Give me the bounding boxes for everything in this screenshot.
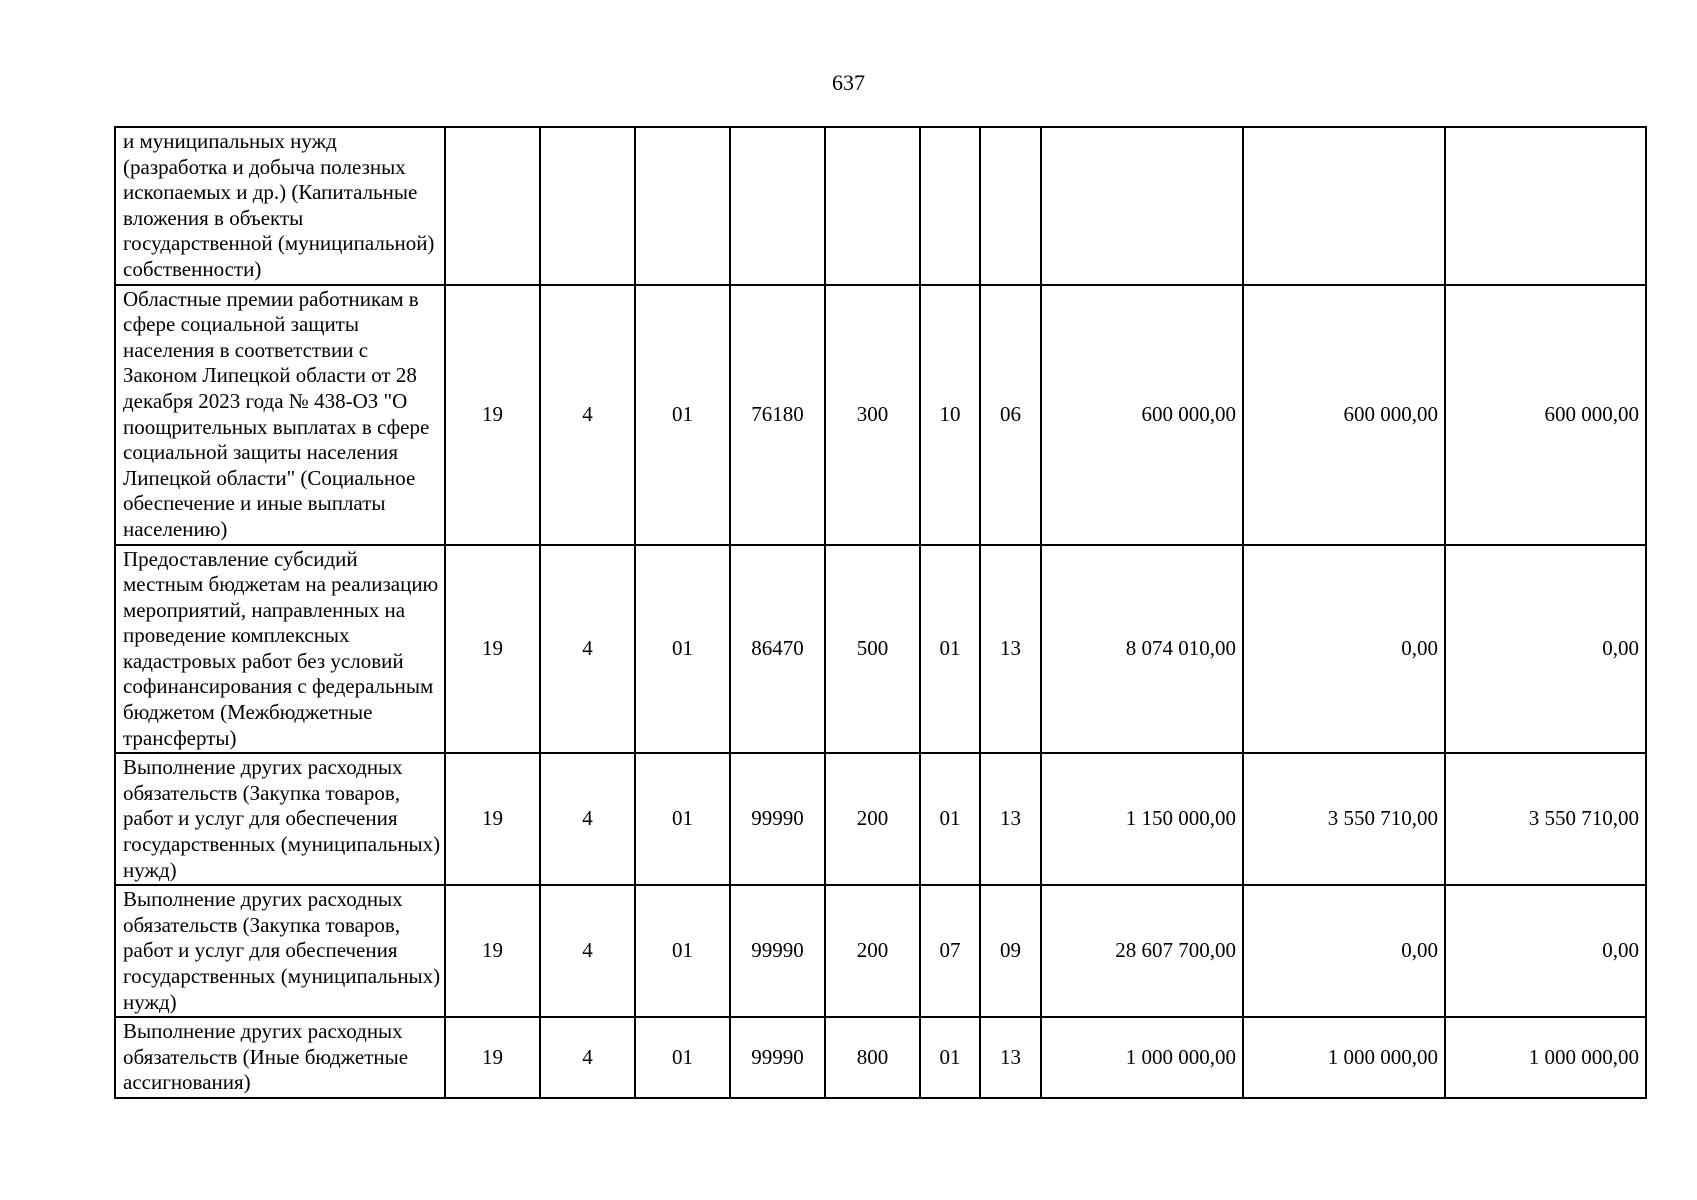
budget-table xyxy=(114,126,1647,1099)
section-code: 01 xyxy=(920,753,980,885)
subprogram-code xyxy=(540,127,635,285)
table-row xyxy=(115,545,1646,754)
amount-year-1 xyxy=(1041,127,1243,285)
section-code xyxy=(920,127,980,285)
amount-year-1: 1 150 000,00 xyxy=(1041,753,1243,885)
section-code: 10 xyxy=(920,285,980,545)
amount-year-3: 0,00 xyxy=(1445,545,1646,754)
direction-code: 99990 xyxy=(730,885,825,1017)
subsection-code: 06 xyxy=(980,285,1041,545)
expense-type-code: 200 xyxy=(825,753,920,885)
event-code: 01 xyxy=(635,753,730,885)
amount-year-2: 0,00 xyxy=(1243,545,1445,754)
table-row xyxy=(115,753,1646,885)
section-code: 07 xyxy=(920,885,980,1017)
subprogram-code: 4 xyxy=(540,1017,635,1098)
expense-type-code: 500 xyxy=(825,545,920,754)
row-description: Выполнение других расходных обязательств (Закупка товаров, работ и услуг для обеспечения государственных (муниципальных) нужд) xyxy=(115,753,445,885)
event-code xyxy=(635,127,730,285)
event-code: 01 xyxy=(635,545,730,754)
subsection-code: 09 xyxy=(980,885,1041,1017)
program-code xyxy=(445,127,540,285)
direction-code: 76180 xyxy=(730,285,825,545)
amount-year-1: 8 074 010,00 xyxy=(1041,545,1243,754)
amount-year-3: 0,00 xyxy=(1445,885,1646,1017)
program-code: 19 xyxy=(445,1017,540,1098)
amount-year-1: 28 607 700,00 xyxy=(1041,885,1243,1017)
program-code: 19 xyxy=(445,885,540,1017)
direction-code: 86470 xyxy=(730,545,825,754)
expense-type-code xyxy=(825,127,920,285)
amount-year-3: 600 000,00 xyxy=(1445,285,1646,545)
expense-type-code: 800 xyxy=(825,1017,920,1098)
amount-year-1: 600 000,00 xyxy=(1041,285,1243,545)
subprogram-code: 4 xyxy=(540,885,635,1017)
subsection-code: 13 xyxy=(980,545,1041,754)
page-number: 637 xyxy=(832,70,865,95)
row-description: Областные премии работникам в сфере социальной защиты населения в соответствии с Законом Липецкой области от 28 декабря 2023 года № 438-ОЗ "О поощрительных выплатах в сфере социальной защиты населения Липецкой области" (Социальное обеспечение и иные выплаты населению) xyxy=(115,285,445,545)
expense-type-code: 200 xyxy=(825,885,920,1017)
subprogram-code: 4 xyxy=(540,285,635,545)
table-row xyxy=(115,885,1646,1017)
subprogram-code: 4 xyxy=(540,545,635,754)
direction-code: 99990 xyxy=(730,753,825,885)
event-code: 01 xyxy=(635,285,730,545)
amount-year-2: 3 550 710,00 xyxy=(1243,753,1445,885)
amount-year-1: 1 000 000,00 xyxy=(1041,1017,1243,1098)
program-code: 19 xyxy=(445,545,540,754)
direction-code xyxy=(730,127,825,285)
row-description: и муниципальных нужд (разработка и добыча полезных ископаемых и др.) (Капитальные вложения в объекты государственной (муниципальной) собственности) xyxy=(115,127,445,285)
row-description: Предоставление субсидий местным бюджетам на реализацию мероприятий, направленных на проведение комплексных кадастровых работ без условий софинансирования с федеральным бюджетом (Межбюджетные трансферты) xyxy=(115,545,445,754)
direction-code: 99990 xyxy=(730,1017,825,1098)
event-code: 01 xyxy=(635,885,730,1017)
table-row xyxy=(115,1017,1646,1098)
amount-year-2 xyxy=(1243,127,1445,285)
amount-year-2: 0,00 xyxy=(1243,885,1445,1017)
subsection-code: 13 xyxy=(980,1017,1041,1098)
amount-year-3 xyxy=(1445,127,1646,285)
row-description: Выполнение других расходных обязательств (Иные бюджетные ассигнования) xyxy=(115,1017,445,1098)
subprogram-code: 4 xyxy=(540,753,635,885)
amount-year-2: 1 000 000,00 xyxy=(1243,1017,1445,1098)
subsection-code xyxy=(980,127,1041,285)
subsection-code: 13 xyxy=(980,753,1041,885)
program-code: 19 xyxy=(445,753,540,885)
expense-type-code: 300 xyxy=(825,285,920,545)
amount-year-2: 600 000,00 xyxy=(1243,285,1445,545)
section-code: 01 xyxy=(920,1017,980,1098)
row-description: Выполнение других расходных обязательств (Закупка товаров, работ и услуг для обеспечения государственных (муниципальных) нужд) xyxy=(115,885,445,1017)
program-code: 19 xyxy=(445,285,540,545)
amount-year-3: 1 000 000,00 xyxy=(1445,1017,1646,1098)
table-row xyxy=(115,127,1646,285)
section-code: 01 xyxy=(920,545,980,754)
amount-year-3: 3 550 710,00 xyxy=(1445,753,1646,885)
event-code: 01 xyxy=(635,1017,730,1098)
table-row xyxy=(115,285,1646,545)
